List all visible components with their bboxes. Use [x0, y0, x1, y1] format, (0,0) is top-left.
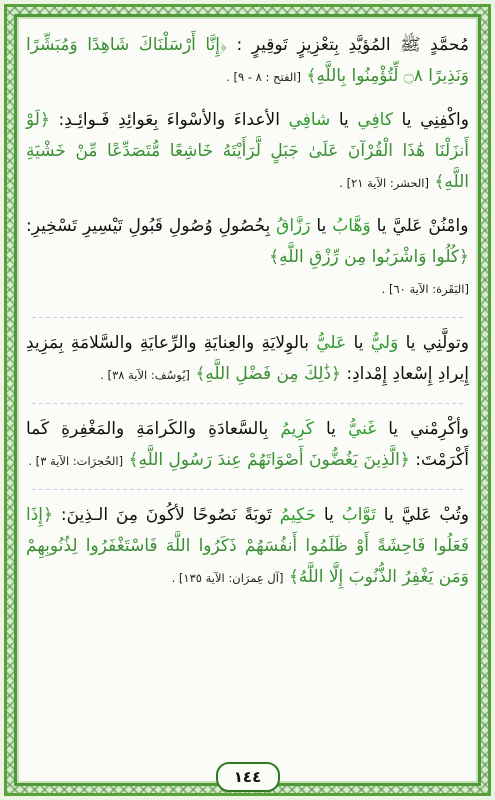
divider [32, 403, 463, 404]
text-body [26, 30, 469, 748]
verse-reference: [آل عِمرَان: الآية ١٣٥] . [171, 571, 284, 585]
divine-name: كَرِيمُ [280, 419, 314, 439]
verse-reference: [الحُجرَات: الآية ٣] . [28, 454, 124, 468]
quran-verse: ﴿الَّذِينَ يَغُضُّونَ أَصْوَاتَهُمْ عِندَ رَسُولِ اللَّهِ﴾ [128, 450, 410, 470]
paragraph-1 [26, 30, 469, 93]
paragraph-text: وأكْرِمْني يا [376, 419, 470, 439]
paragraph-6 [26, 500, 469, 594]
divine-name: رَزَّاقُ [276, 216, 311, 236]
divine-name: شافِي [288, 110, 331, 130]
paragraph-text: يا [316, 505, 342, 525]
divine-name: عَليُّ [316, 333, 347, 353]
page-number: ١٤٤ [216, 762, 280, 792]
divider [32, 317, 463, 318]
paragraph-4 [26, 328, 469, 391]
divine-name: وَليُّ [370, 333, 399, 353]
paragraph-text: مُحمَّدٍ ﷺ المُؤيَّدِ بِتعْزِيزٍ تَوقِيرٍ : [227, 35, 469, 55]
paragraph-text: وامْنُنْ عَليَّ يا [370, 216, 469, 236]
paragraph-text: واكْفِنِي يا [392, 110, 469, 130]
paragraph-5 [26, 414, 469, 477]
divine-name: كافِي [357, 110, 393, 130]
paragraph-text: وتُبْ عَليَّ يا [375, 505, 470, 525]
paragraph-text: يا [330, 110, 358, 130]
paragraph-text: بِحُصُولِ وُصُولِ قَبُولِ تَيْسِيرِ تَسْخِيرِ: [26, 216, 277, 236]
quran-verse: ﴿كُلُوا وَاشْرَبُوا مِن رِّزْقِ اللَّهِ﴾ [269, 247, 469, 267]
divine-name: تَوَّابُ [341, 505, 376, 525]
paragraph-text: تَوبَةً نَصُوحًا لأكُونَ مِنَ الـذِينَ: [52, 505, 280, 525]
paragraph-text: بالوِلايَةِ والعِنايَةِ والرِّعايَةِ والسَّلامَةِ بِمَزِيدِ إِيرادِ إِسْعادِ إِمْدادِ: [26, 333, 469, 384]
divine-name: حَكِيمُ [279, 505, 317, 525]
paragraph-3 [26, 211, 469, 305]
verse-reference: [يُوسُف: الآية ٣٨] . [100, 368, 190, 382]
verse-reference: [البَقَرة: الآية ٦٠] . [381, 282, 469, 296]
quran-verse: ﴿إِنَّا أَرْسَلْنَاكَ شَاهِدًا وَمُبَشِّرًا وَنَذِيرًا ۝٨ لِّتُؤْمِنُوا بِاللَّهِ﴾ [26, 35, 469, 86]
paragraph-text: الأعداءَ والأسْواءَ بِعَوائِدِ فَـوائِـدِ: [49, 110, 289, 130]
quran-verse: ﴿ذَٰلِكَ مِن فَضْلِ اللَّهِ﴾ [195, 364, 341, 384]
divider [32, 489, 463, 490]
divine-name: وَهَّابُ [332, 216, 371, 236]
quran-verse: ﴿لَوْ أَنزَلْنَا هَٰذَا الْقُرْآنَ عَلَىٰ جَبَلٍ لَّرَأَيْتَهُ خَاشِعًا مُّتَصَدِّعًا مِّنْ خَشْيَةِ اللَّهِ﴾ [26, 110, 469, 192]
paragraph-text: يا [310, 216, 333, 236]
paragraph-text: يا [313, 419, 348, 439]
verse-reference: [الفتح : ٨ - ٩] . [226, 70, 301, 84]
paragraph-text: وتولَّنِي يا [398, 333, 470, 353]
verse-reference: [الحشر: الآية ٢١] . [339, 176, 429, 190]
paragraph-2 [26, 105, 469, 199]
paragraph-text: يا [346, 333, 371, 353]
divine-name: غَنيُّ [347, 419, 377, 439]
paragraph-text: بِالسَّعادَةِ والكَرامَةِ والمَغْفِرةِ كَما أَكْرَمْتَ: [26, 419, 469, 470]
quran-verse: ﴿إِذَا فَعَلُوا فَاحِشَةً أَوْ ظَلَمُوا أَنفُسَهُمْ ذَكَرُوا اللَّهَ فَاسْتَغْفَرُوا لِذُنُوبِهِمْ وَمَن يَغْفِرُ الذُّنُوبَ إِلَّا اللَّهُ﴾ [26, 505, 469, 587]
